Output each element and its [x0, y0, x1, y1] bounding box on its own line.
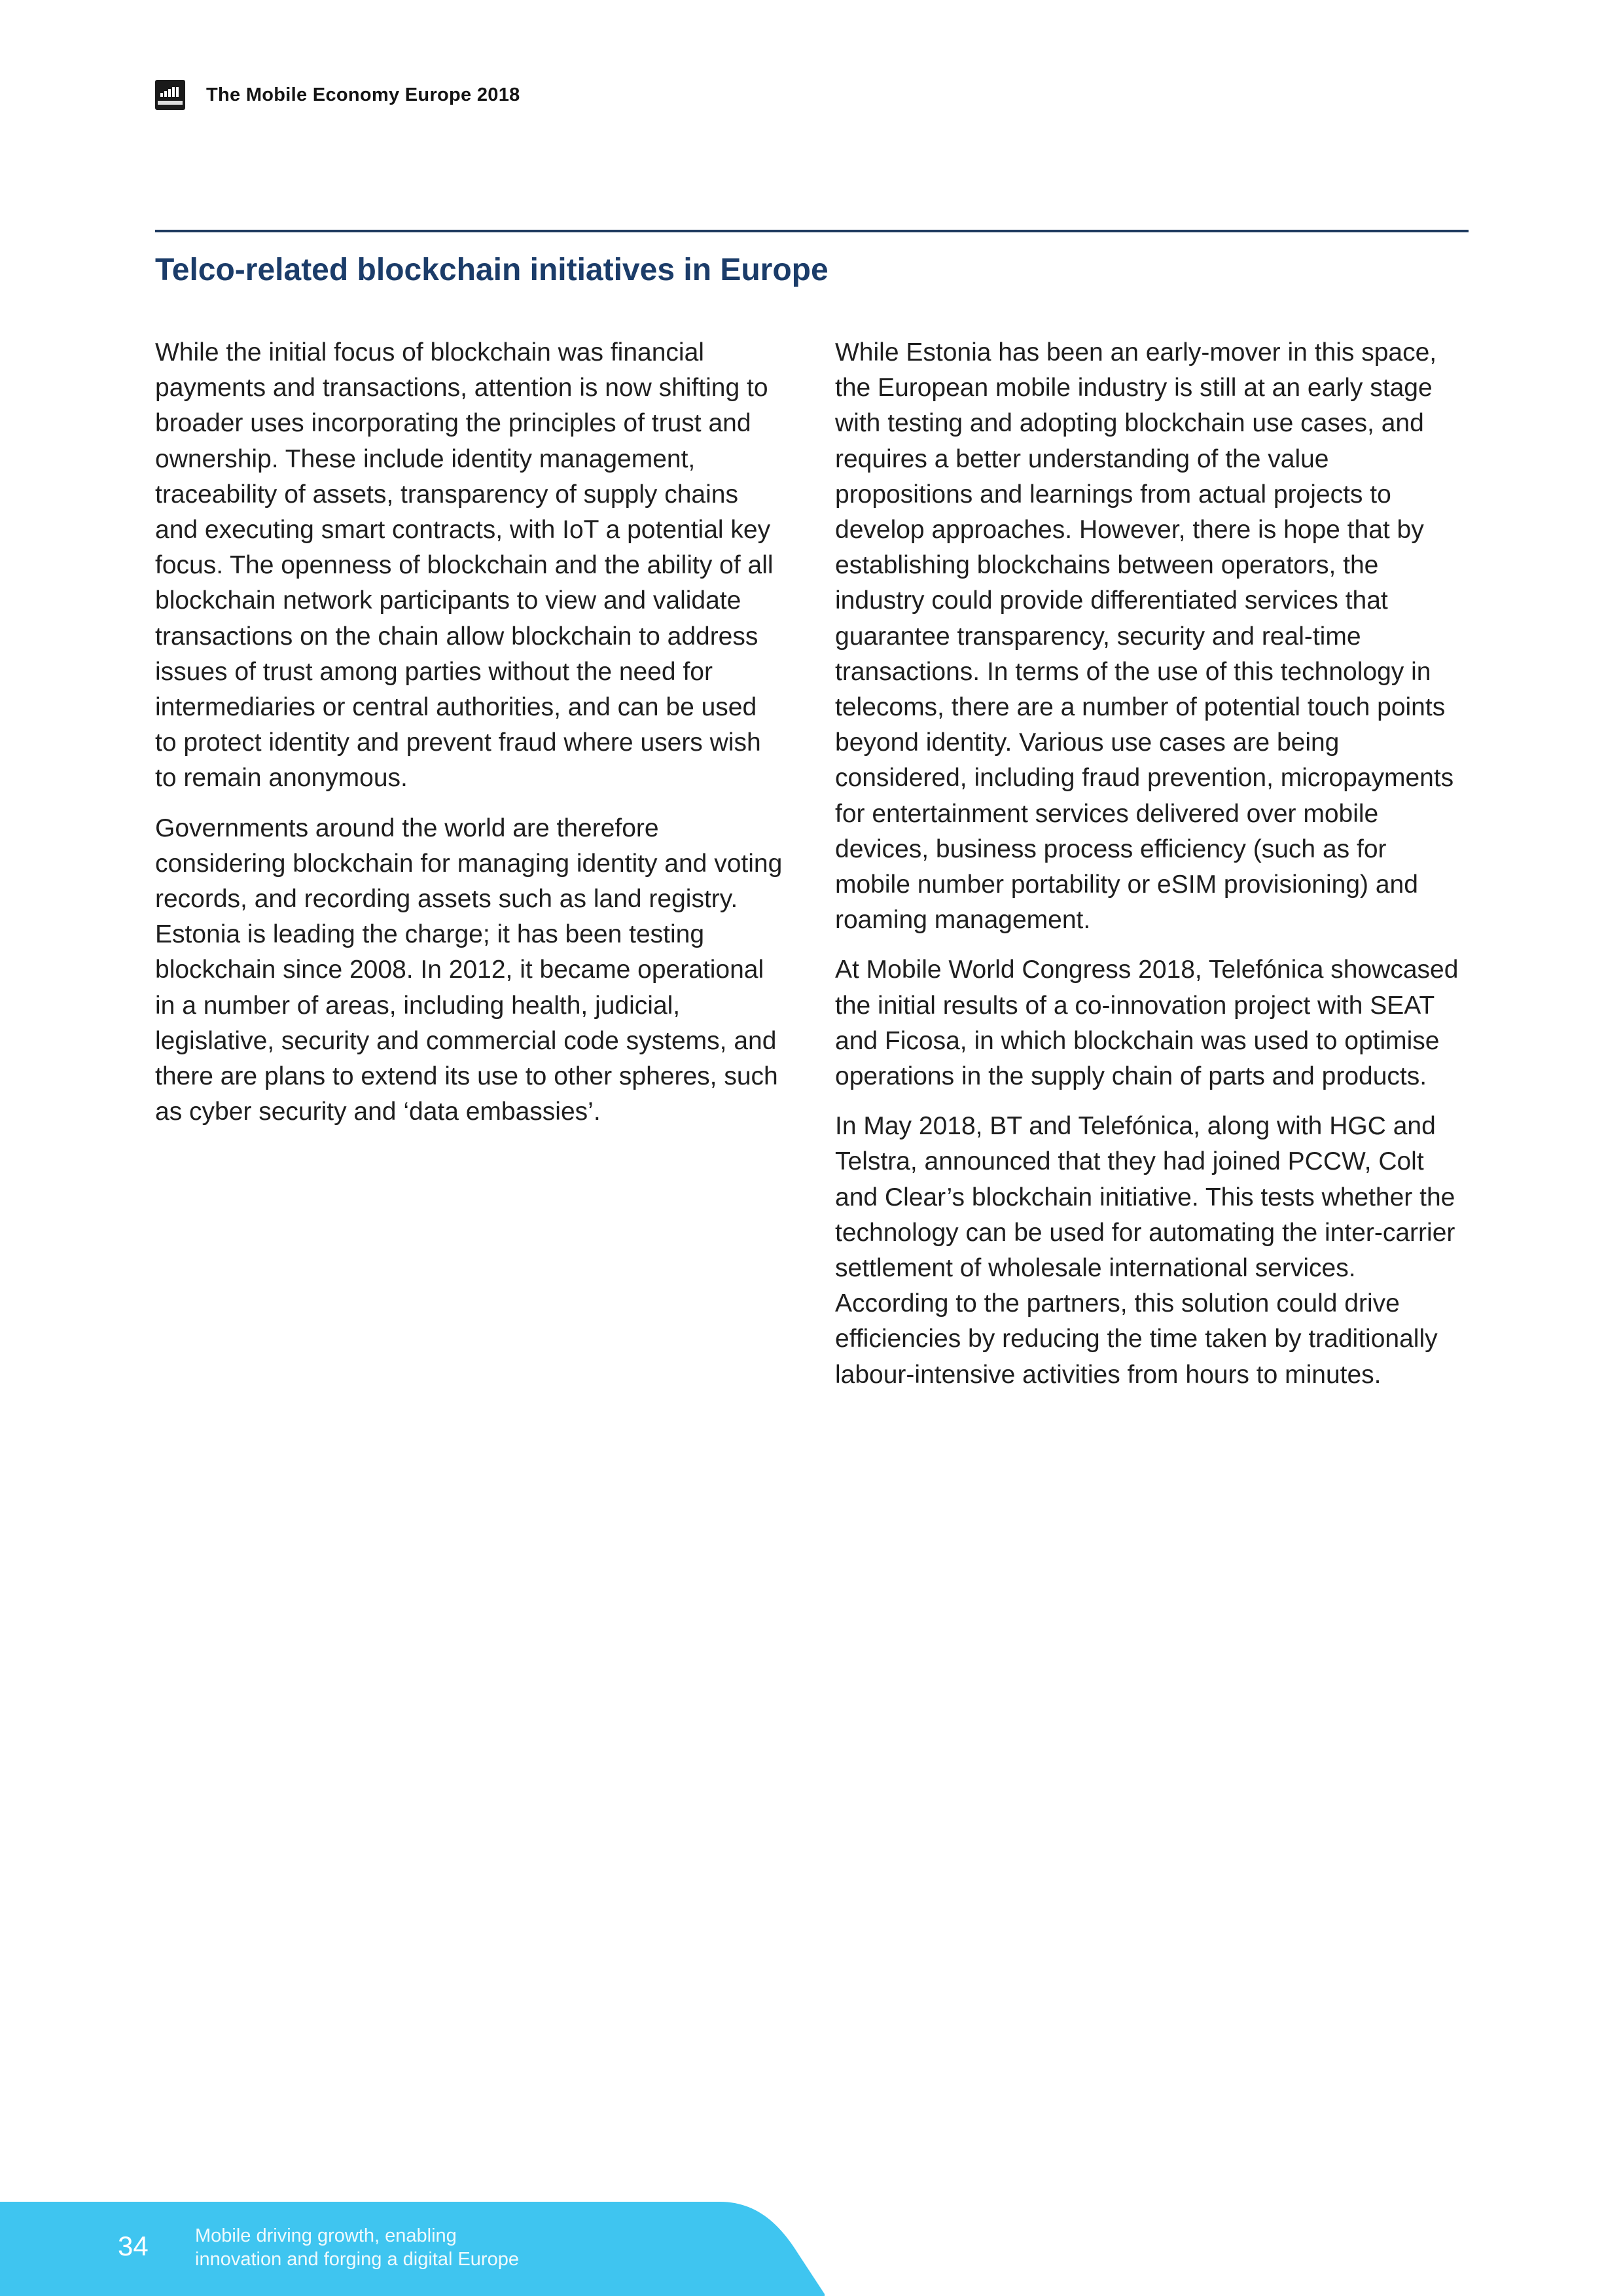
page-number: 34	[118, 2231, 149, 2261]
left-column	[155, 335, 783, 1144]
tagline-line: Mobile driving growth, enabling	[195, 2225, 457, 2246]
paragraph: In May 2018, BT and Telefónica, along with HGC and Telstra, announced that they had joined PCCW, Colt and Clear’s blockchain initiative. This tests whether the technology can be used for automating the inter-carrier settlement of wholesale international services. According to the partners, this solution could drive efficiencies by reducing the time taken by traditionally labour-intensive activities from hours to minutes.	[835, 1112, 1455, 1389]
paragraph: At Mobile World Congress 2018, Telefónica showcased the initial results of a co-innovation project with SEAT and Ficosa, in which blockchain was used to optimise operations in the supply chain of parts and products.	[835, 956, 1459, 1091]
page-footer	[0, 2202, 825, 2296]
footer-tagline	[195, 2224, 519, 2271]
paragraph: Governments around the world are therefore considering blockchain for managing identity and voting records, and recording assets such as land registry. Estonia is leading the charge; it has been testing blockchain since 2008. In 2012, it became operational in a number of areas, including health, judicial, legislative, security and commercial code systems, and there are plans to extend its use to other spheres, such as cyber security and ‘data embassies’.	[155, 814, 783, 1126]
section-divider	[155, 230, 1469, 232]
paragraph: While the initial focus of blockchain was financial payments and transactions, attention is now shifting to broader uses incorporating the principles of trust and ownership. These include identity management, traceability of assets, transparency of supply chains and executing smart contracts, with IoT a potential key focus. The openness of blockchain and the ability of all blockchain network participants to view and validate transactions on the chain allow blockchain to address issues of trust among parties without the need for intermediaries or central authorities, and can be used to protect identity and prevent fraud where users wish to remain anonymous.	[155, 338, 774, 793]
right-column	[835, 335, 1463, 1407]
paragraph: While Estonia has been an early-mover in this space, the European mobile industry is still at an early stage with testing and adopting blockchain use cases, and requires a better understanding of the value propositions and learnings from actual projects to develop approaches. However, there is hope that by establishing blockchains between operators, the industry could provide differentiated services that guarantee transparency, security and real-time transactions. In terms of the use of this technology in telecoms, there are a number of potential touch points beyond identity. Various use cases are being considered, including fraud prevention, micropayments for entertainment services delivered over mobile devices, business process efficiency (such as for mobile number portability or eSIM provisioning) and roaming management.	[835, 338, 1454, 935]
section-title: Telco-related blockchain initiatives in Europe	[155, 253, 829, 287]
tagline-line: innovation and forging a digital Europe	[195, 2249, 519, 2270]
page-header	[155, 79, 520, 111]
gsma-logo-icon	[155, 80, 185, 110]
report-title: The Mobile Economy Europe 2018	[206, 84, 520, 105]
